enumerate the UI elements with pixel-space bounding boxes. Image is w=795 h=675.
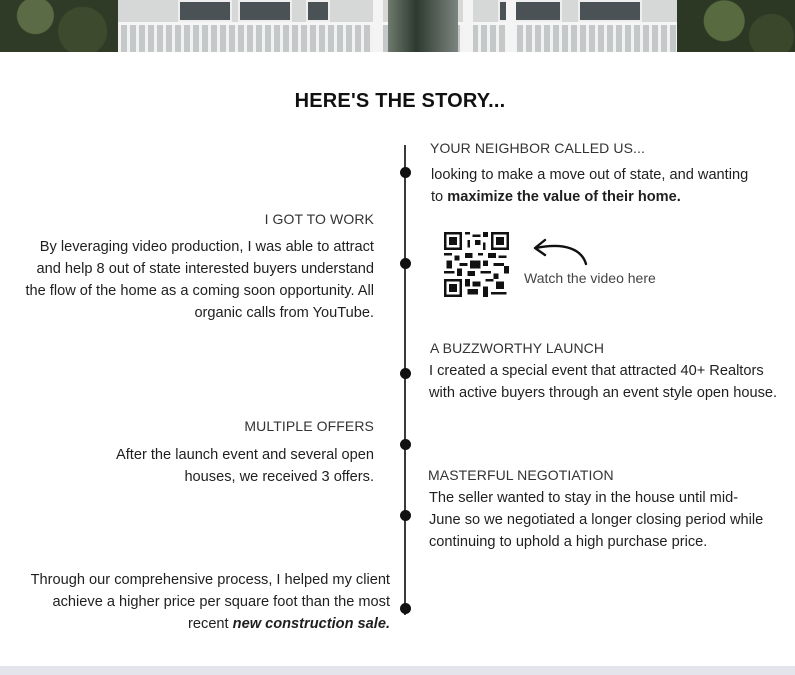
timeline-dot (400, 439, 411, 450)
curved-arrow-icon (530, 236, 592, 268)
trees-left (0, 0, 118, 52)
launch-text: I created a special event that attracted 40+ Realtors with active buyers through an event style open house. (429, 363, 778, 401)
window (306, 0, 330, 22)
section-title: HERE'S THE STORY... (294, 90, 506, 112)
neighbor-text-bold: maximize the value of their home. (447, 189, 681, 205)
result-text-plain: Through our comprehensive process, I helped my client achieve a higher price per square foot than the most recent (30, 572, 390, 632)
window (238, 0, 292, 22)
trees-right (677, 0, 795, 52)
result-text (20, 569, 390, 635)
timeline-line (404, 145, 406, 615)
timeline-dot (400, 368, 411, 379)
neighbor-text (431, 164, 761, 208)
house-facade (118, 0, 678, 52)
front-door (388, 0, 458, 52)
offers-heading: MULTIPLE OFFERS (244, 418, 374, 434)
work-text: By leveraging video production, I was able to attract and help 8 out of state interested buyers understand the flow of the home as a coming soon opportunity. All organic calls from YouTube. (25, 239, 374, 321)
window (578, 0, 642, 22)
porch-post (463, 0, 473, 52)
neighbor-heading: YOUR NEIGHBOR CALLED US... (430, 140, 645, 156)
video-caption: Watch the video here (524, 270, 656, 286)
window (178, 0, 232, 22)
work-heading: I GOT TO WORK (264, 211, 374, 227)
qr-code-icon[interactable] (444, 232, 509, 297)
house-photo (0, 0, 795, 52)
porch-post (373, 0, 383, 52)
timeline-dot (400, 603, 411, 614)
timeline-dot (400, 167, 411, 178)
neighbor-text-plain: looking to make a move out of state, and wanting to (431, 167, 749, 205)
footer-bar (0, 666, 795, 675)
negotiation-heading: MASTERFUL NEGOTIATION (428, 467, 614, 483)
timeline-dot (400, 510, 411, 521)
timeline-dot (400, 258, 411, 269)
porch-post (506, 0, 516, 52)
offers-text: After the launch event and several open houses, we received 3 offers. (116, 447, 374, 485)
result-text-emphasis: new construction sale. (232, 616, 390, 632)
launch-heading: A BUZZWORTHY LAUNCH (430, 340, 605, 356)
negotiation-text: The seller wanted to stay in the house until mid-June so we negotiated a longer closing period while continuing to uphold a high purchase price. (429, 490, 764, 550)
